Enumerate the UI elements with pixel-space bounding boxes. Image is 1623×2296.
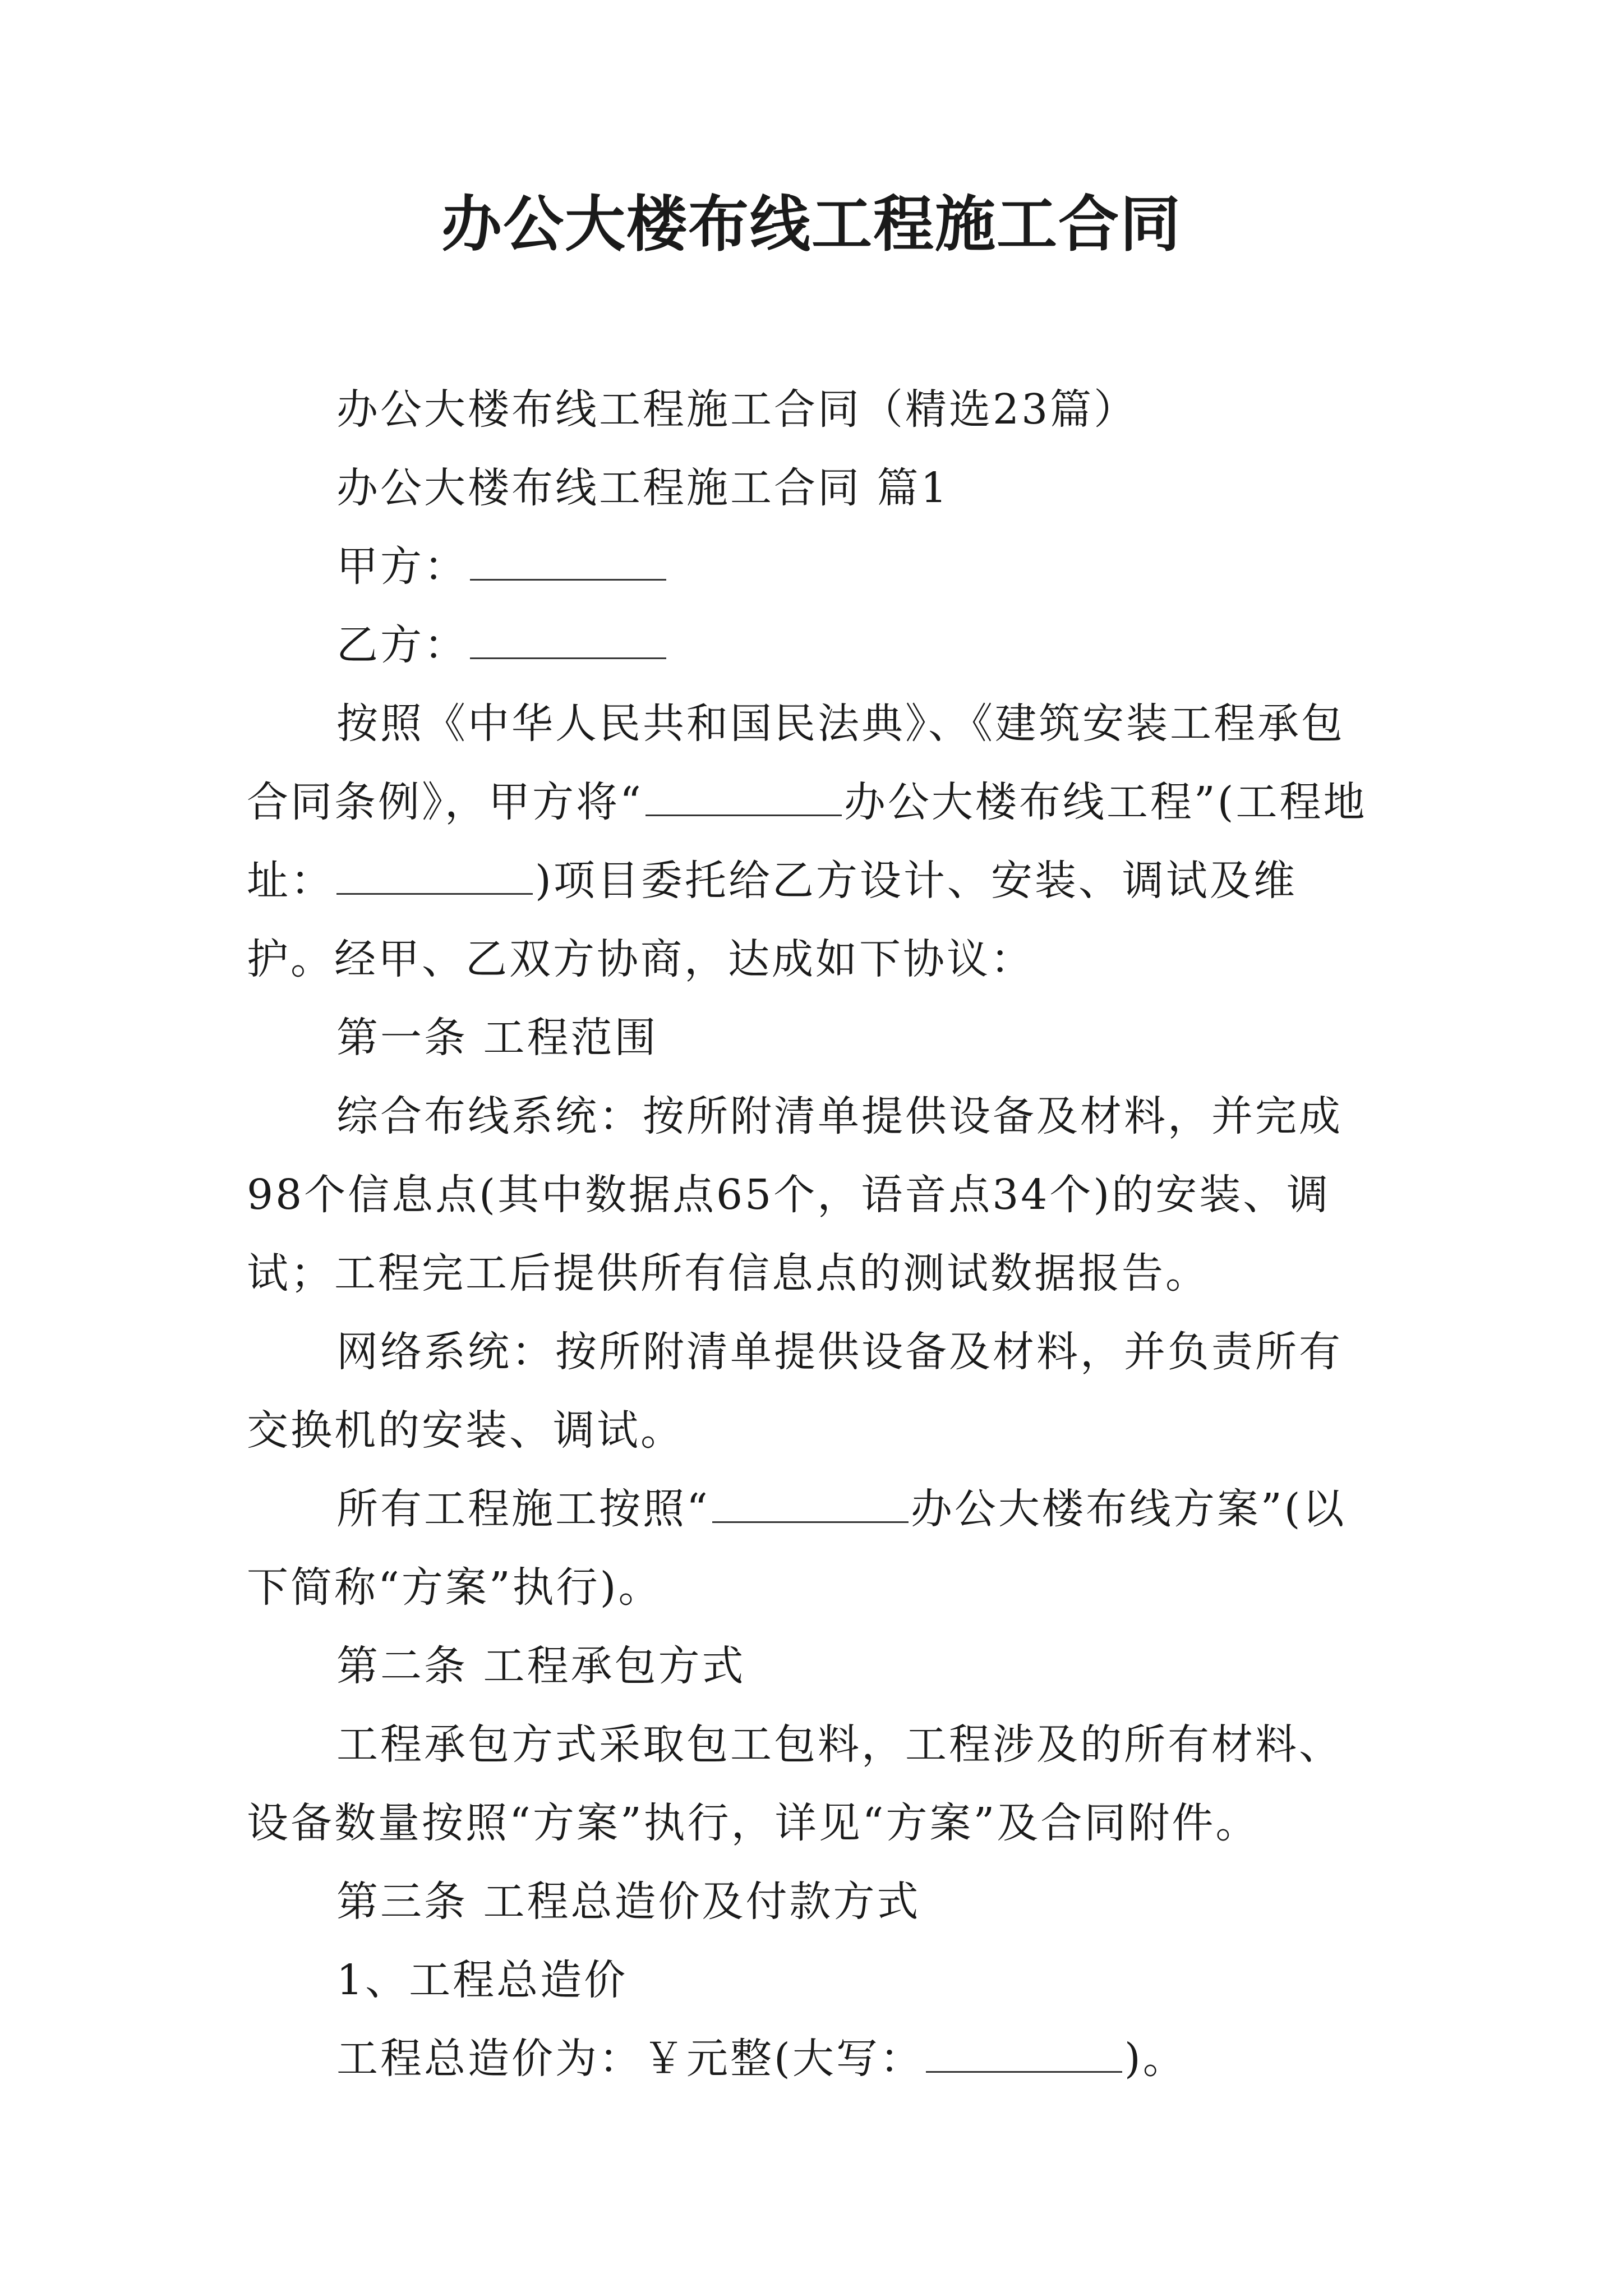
section-heading: 办公大楼布线工程施工合同 篇1 xyxy=(336,464,949,512)
article1-p3-text-2: 办公大楼布线方案”(以下简称“方案”执行)。 xyxy=(247,1485,1347,1612)
party-a-label: 甲方： xyxy=(336,542,468,591)
article1-heading: 第一条 工程范围 xyxy=(336,1014,658,1062)
intro-paragraph xyxy=(247,684,1380,999)
article1-paragraph1: 综合布线系统：按所附清单提供设备及材料，并完成98个信息点(其中数据点65个，语音点34个)的安装、调试；工程完工后提供所有信息点的测试数据报告。 xyxy=(247,1092,1343,1297)
project-name-blank xyxy=(645,781,842,816)
intro-text-1: 按照《中华人民共和国民法典》、《建筑安装工程承包合同条例》，甲方将“ xyxy=(247,700,1345,826)
plan-name-blank xyxy=(712,1488,909,1523)
party-b-label: 乙方： xyxy=(336,621,468,669)
article1-paragraph2: 网络系统：按所附清单提供设备及材料，并负责所有交换机的安装、调试。 xyxy=(247,1328,1343,1455)
article2-paragraph1: 工程承包方式采取包工包料，工程涉及的所有材料、设备数量按照“方案”执行，详见“方案”及合同附件。 xyxy=(247,1720,1343,1847)
intro-text-3: )项目委托给乙方设计、安装、调试及维护。经甲、乙双方协商，达成如下协议： xyxy=(247,857,1297,983)
article2-heading: 第二条 工程承包方式 xyxy=(336,1642,746,1690)
article3-item1: 1、工程总造价 xyxy=(336,1956,628,2004)
project-address-blank xyxy=(336,859,533,895)
party-a-line xyxy=(247,527,1380,606)
price-text-2: )。 xyxy=(1124,2035,1187,2083)
article1-paragraph3 xyxy=(247,1470,1380,1627)
intro-text-2: 办公大楼布线工程”(工程地址： xyxy=(247,778,1367,905)
subtitle: 办公大楼布线工程施工合同（精选23篇） xyxy=(336,385,1138,434)
price-uppercase-blank xyxy=(926,2037,1122,2073)
article1-p3-text-1: 所有工程施工按照“ xyxy=(336,1485,710,1533)
article3-heading: 第三条 工程总造价及付款方式 xyxy=(336,1878,921,1926)
party-b-line xyxy=(247,606,1380,684)
document-title: 办公大楼布线工程施工合同 xyxy=(441,189,1182,260)
document-body xyxy=(247,370,1380,2098)
article3-price-line xyxy=(247,2019,1380,2098)
party-b-blank xyxy=(470,624,666,659)
party-a-blank xyxy=(470,545,666,581)
price-text-1: 工程总造价为：￥元整(大写： xyxy=(336,2035,924,2083)
